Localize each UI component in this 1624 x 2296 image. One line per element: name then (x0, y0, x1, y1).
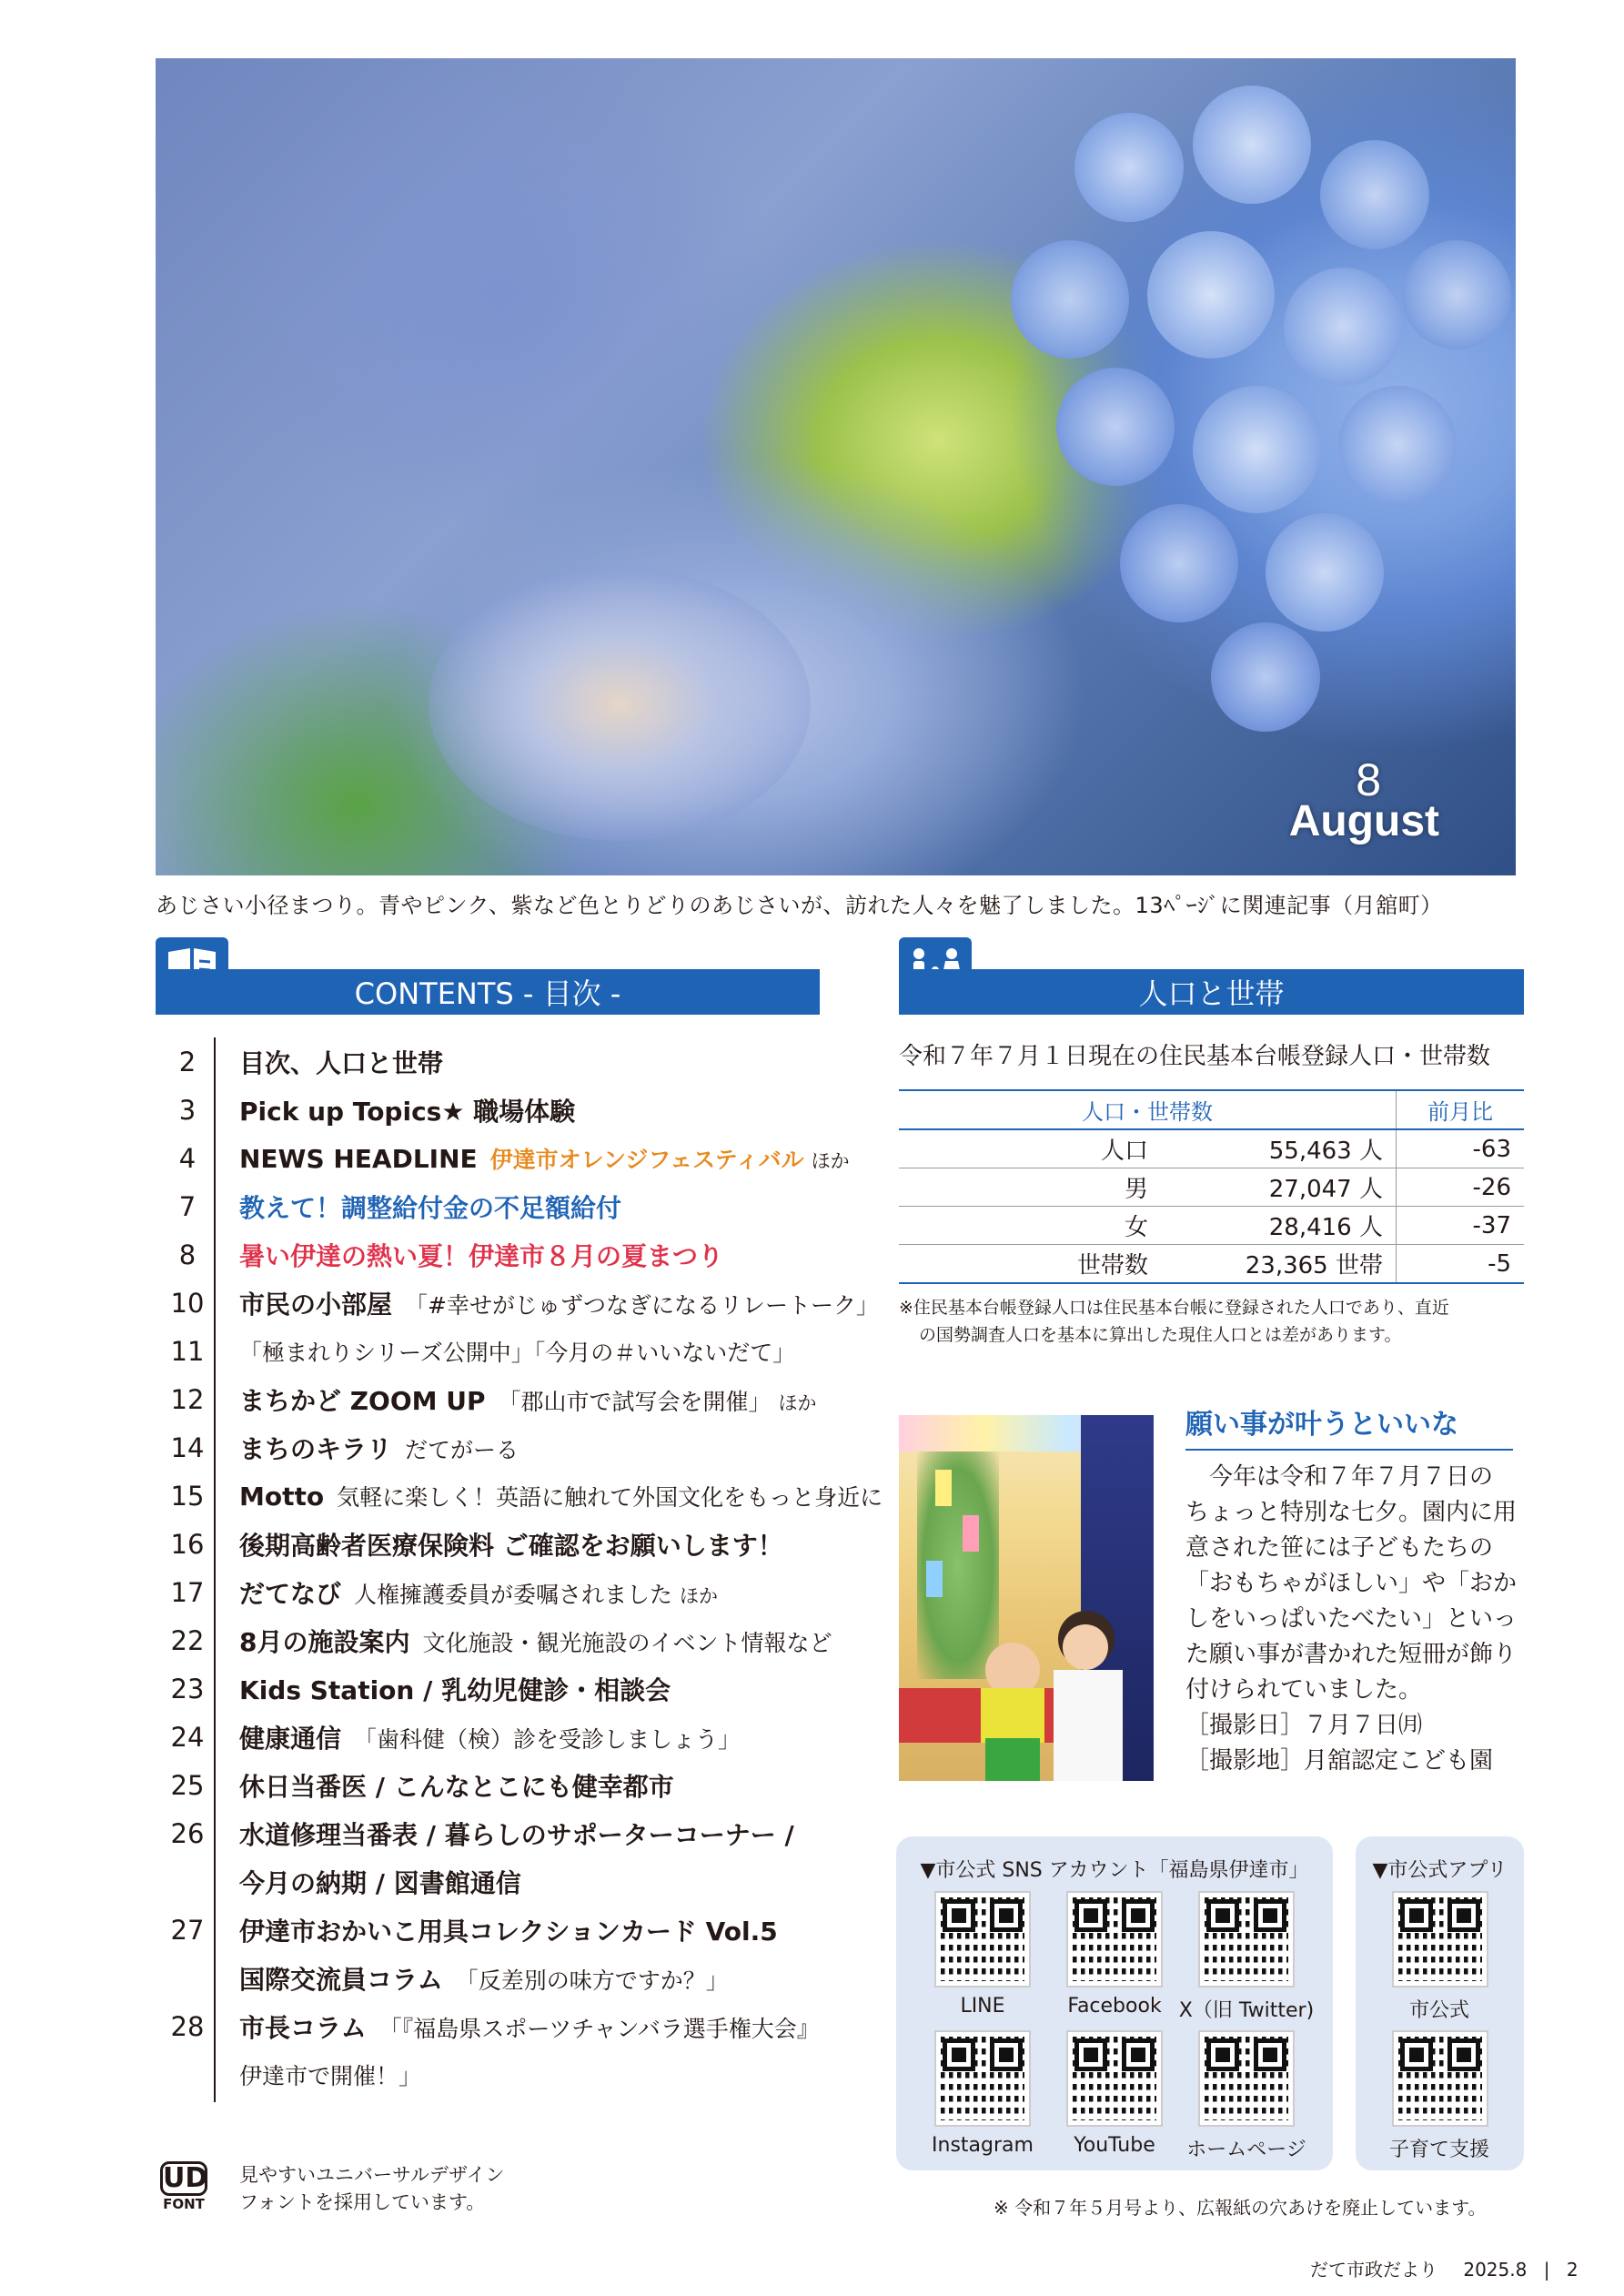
toc-subtitle: 伊達市で開催！」 (239, 2062, 422, 2089)
toc-subtitle: 人権擁護委員が委嘱されました (354, 1581, 673, 1608)
toc-subtitle: 「歯科健（検）診を受診しましょう」 (354, 1725, 741, 1753)
app-panel (1356, 1836, 1524, 2170)
toc-item[interactable] (156, 1086, 847, 1134)
toc-item[interactable] (156, 1520, 847, 1568)
toc-page-number: 23 (170, 1673, 205, 1704)
feature-line: ［撮影日］７月７日㈪ (1185, 1712, 1423, 1739)
row-label: 男 (899, 1168, 1161, 1207)
ud-note-line: フォントを採用しています。 (239, 2191, 486, 2213)
qr-label: Instagram (932, 2134, 1034, 2157)
page-number: 2 (1566, 2259, 1579, 2281)
feature-line: ［撮影地］月舘認定こども園 (1185, 1747, 1494, 1775)
toc-suffix: ほか (811, 1149, 850, 1172)
toc-title-text: 後期高齢者医療保険料 ご確認をお願いします！ (239, 1530, 783, 1561)
line-qr-code[interactable] (936, 1893, 1029, 1986)
row-value: 55,463 人 (1161, 1129, 1397, 1168)
qr-label: 子育て支援 (1388, 2139, 1489, 2161)
toc-item[interactable] (156, 1616, 847, 1664)
feature-line: 今年は令和７年７月７日の (1209, 1463, 1494, 1491)
toc-page-number: 12 (170, 1383, 205, 1415)
toc-title-text: 8月の施設案内 (239, 1626, 410, 1657)
toc-title (239, 1767, 674, 1804)
toc-title (239, 1092, 575, 1128)
toc-title-text: Pick up Topics★ 職場体験 (239, 1096, 576, 1127)
issue-date: 2025.8 (1463, 2259, 1528, 2281)
ud-font-logo (160, 2161, 207, 2212)
city-app-qr-code[interactable] (1394, 1893, 1487, 1986)
month-number: 8 (1356, 754, 1381, 805)
toc-title (239, 1285, 879, 1321)
toc-page-number: 28 (170, 2010, 205, 2042)
toc-item[interactable] (156, 1664, 847, 1713)
toc-title (239, 1574, 718, 1611)
toc-title-text: Motto (239, 1481, 325, 1512)
toc-subtitle: 文化施設・観光施設のイベント情報など (422, 1629, 832, 1656)
feature-line: 付けられていました。 (1185, 1676, 1423, 1704)
row-change: -26 (1397, 1168, 1525, 1207)
toc-item[interactable] (156, 1230, 847, 1279)
table-row (899, 1245, 1524, 1284)
population-note-line: ※住民基本台帳登録人口は住民基本台帳に登録された人口であり、直近 (899, 1298, 1449, 1318)
toc-page-number: 26 (170, 1817, 205, 1849)
table-row (899, 1168, 1524, 1207)
qr-label: Facebook (1067, 1995, 1162, 2018)
ud-logo-text: UD (160, 2161, 207, 2196)
table-row (899, 1129, 1524, 1168)
row-label: 人口 (899, 1129, 1161, 1168)
tanabata-photo (899, 1415, 1154, 1781)
toc-title-text: 国際交流員コラム (239, 1964, 443, 1995)
toc-subtitle: だてがーる (405, 1436, 519, 1463)
toc-page-number: 3 (178, 1094, 197, 1126)
toc-title (239, 1526, 783, 1563)
toc-page-number: 4 (178, 1142, 197, 1174)
publication-name: だて市政だより (1310, 2259, 1437, 2281)
toc-page-number: 27 (170, 1914, 205, 1946)
feature-line: 「おもちゃがほしい」や「おか (1185, 1570, 1518, 1597)
toc-page-number: 24 (170, 1721, 205, 1753)
cover-photo (156, 58, 1516, 875)
x-twitter-qr-code[interactable] (1200, 1893, 1293, 1986)
toc-page-number: 8 (178, 1239, 197, 1270)
toc-item[interactable] (156, 2002, 847, 2050)
population-subtitle: 令和７年７月１日現在の住民基本台帳登録人口・世帯数 (899, 1043, 1491, 1070)
toc-subtitle: 「#幸せがじゅずつなぎになるリレートーク」 (405, 1291, 879, 1319)
page-footer: だて市政だより 2025.8 | 2 (1310, 2259, 1579, 2281)
toc-title-text: 教えて！調整給付金の不足額給付 (239, 1192, 622, 1223)
toc-title (239, 2058, 421, 2091)
toc-item[interactable] (156, 1472, 883, 1520)
row-value: 28,416 人 (1161, 1207, 1397, 1245)
feature-title: 願い事が叶うといいな (1185, 1401, 1513, 1451)
toc-title-text: だてなび (239, 1578, 342, 1609)
toc-item[interactable] (156, 1906, 847, 1954)
population-heading: 人口と世帯 (899, 969, 1524, 1015)
toc-title (239, 1430, 519, 1466)
month-name: August (1288, 797, 1439, 845)
instagram-qr-code[interactable] (936, 2032, 1029, 2125)
toc-title-text: 市長コラム (239, 2012, 367, 2043)
qr-label: ホームページ (1186, 2139, 1306, 2161)
toc-title-text: まちかど ZOOM UP (239, 1385, 486, 1416)
feature-line: 意された笹には子どもたちの (1185, 1534, 1494, 1562)
app-panel-title: ▼市公式アプリ (1372, 1859, 1508, 1882)
toc-item[interactable] (156, 1327, 847, 1375)
toc-subtitle: 「極まれりシリーズ公開中」「今月の＃いいないだて」 (239, 1339, 796, 1366)
toc-title (239, 1719, 741, 1755)
ud-logo-subtext: FONT (163, 2196, 205, 2212)
row-label: 女 (899, 1207, 1161, 1245)
toc-page-number: 22 (170, 1624, 205, 1656)
ud-font-note (239, 2161, 504, 2216)
toc-page-number: 15 (170, 1480, 205, 1512)
row-change: -5 (1397, 1245, 1525, 1284)
population-table (899, 1089, 1524, 1284)
toc-page-number: 2 (178, 1046, 197, 1077)
toc-suffix: ほか (680, 1584, 719, 1607)
toc-title (239, 1864, 521, 1900)
toc-title (239, 1816, 794, 1852)
toc-title (239, 1960, 729, 1997)
population-note-line: の国勢調査人口を基本に算出した現住人口とは差があります。 (919, 1325, 1402, 1345)
row-change: -37 (1397, 1207, 1525, 1245)
facebook-qr-code[interactable] (1068, 1893, 1161, 1986)
toc-page-number: 17 (170, 1576, 205, 1608)
sns-panel-title: ▼市公式 SNS アカウント「福島県伊達市」 (920, 1859, 1309, 1882)
toc-title (239, 1623, 832, 1659)
sns-panel (896, 1836, 1333, 2170)
population-note (899, 1294, 1449, 1349)
toc-item[interactable] (156, 1134, 850, 1182)
toc-page-number: 16 (170, 1528, 205, 1560)
toc-title-text: Kids Station / 乳幼児健診・相談会 (239, 1674, 671, 1705)
toc-item[interactable] (156, 1857, 847, 1906)
toc-item[interactable] (156, 1568, 847, 1616)
toc-title-text: 今月の納期 / 図書館通信 (239, 1867, 521, 1898)
toc-item[interactable] (156, 1279, 879, 1327)
table-header-change: 前月比 (1397, 1090, 1525, 1129)
ud-note-line: 見やすいユニバーサルデザイン (239, 2164, 505, 2186)
toc-page-number: 25 (170, 1769, 205, 1801)
toc-item[interactable] (156, 1809, 847, 1857)
sns-note: ※ 令和７年５月号より、広報紙の穴あけを廃止しています。 (994, 2197, 1487, 2219)
toc-subtitle: 伊達市オレンジフェスティバル (489, 1146, 804, 1173)
toc-item[interactable] (156, 1037, 847, 1086)
toc-page-number: 11 (170, 1335, 205, 1367)
contents-heading: CONTENTS - 目次 - (156, 969, 820, 1015)
toc-item[interactable] (156, 1713, 847, 1761)
toc-title (239, 1671, 671, 1707)
toc-title-text: 市民の小部屋 (239, 1289, 393, 1320)
toc-title-text: 休日当番医 / こんなとこにも健幸都市 (239, 1771, 674, 1802)
toc-suffix: ほか (778, 1391, 817, 1414)
row-value: 27,047 人 (1161, 1168, 1397, 1207)
toc-title-text: 健康通信 (239, 1723, 342, 1754)
row-label: 世帯数 (899, 1245, 1161, 1284)
childcare-app-qr-code[interactable] (1394, 2032, 1487, 2125)
toc-title-text: まちのキラリ (239, 1433, 393, 1464)
toc-title (239, 1381, 817, 1418)
toc-item[interactable] (156, 1182, 847, 1230)
row-value: 23,365 世帯 (1161, 1245, 1397, 1284)
feature-line: しをいっぱいたべたい」といっ (1185, 1605, 1518, 1633)
feature-line: た願い事が書かれた短冊が飾り (1185, 1641, 1518, 1668)
toc-subtitle: 気軽に楽しく！英語に触れて外国文化をもっと身近に (337, 1483, 883, 1511)
toc-subtitle: 「反差別の味方ですか？」 (455, 1967, 729, 1994)
feature-line: ちょっと特別な七夕。園内に用 (1185, 1499, 1518, 1526)
toc-title (239, 1912, 778, 1948)
toc-title (239, 1142, 850, 1175)
toc-item[interactable] (156, 2050, 847, 2099)
toc-item[interactable] (156, 1423, 847, 1472)
toc-title-text: 暑い伊達の熱い夏！伊達市８月の夏まつり (239, 1240, 724, 1271)
toc-title-text: 水道修理当番表 / 暮らしのサポーターコーナー / (239, 1819, 794, 1850)
toc-title (239, 1044, 443, 1080)
toc-page-number: 7 (178, 1190, 197, 1222)
table-header-count: 人口・世帯数 (899, 1090, 1397, 1129)
feature-body (1185, 1460, 1524, 1779)
qr-label: LINE (960, 1995, 1005, 2018)
toc-item[interactable] (156, 1761, 847, 1809)
toc-title-text: 伊達市おかいこ用具コレクションカード Vol.5 (239, 1916, 778, 1947)
qr-label: YouTube (1074, 2134, 1155, 2157)
toc-title (239, 1335, 795, 1368)
toc-title (239, 1237, 723, 1273)
toc-item[interactable] (156, 1375, 847, 1423)
toc-page-number: 10 (170, 1287, 205, 1319)
qr-label: 市公式 (1408, 1999, 1469, 2022)
toc-title-text: NEWS HEADLINE (239, 1143, 478, 1174)
toc-title (239, 1480, 883, 1512)
toc-subtitle: 「『福島県スポーツチャンバラ選手権大会』 (378, 2015, 820, 2042)
youtube-qr-code[interactable] (1068, 2032, 1161, 2125)
cover-caption: あじさい小径まつり。青やピンク、紫など色とりどりのあじさいが、訪れた人々を魅了しました。13ﾍﾟｰｼﾞに関連記事（月舘町） (156, 893, 1443, 918)
table-row (899, 1207, 1524, 1245)
toc-title (239, 2008, 820, 2045)
row-change: -63 (1397, 1129, 1525, 1168)
toc-title-text: 目次、人口と世帯 (239, 1047, 444, 1078)
toc-title (239, 1188, 621, 1225)
toc-item[interactable] (156, 1954, 847, 2002)
toc-subtitle: 「郡山市で試写会を開催」 (498, 1388, 772, 1415)
qr-label: X（旧 Twitter) (1178, 1999, 1315, 2022)
toc-page-number: 14 (170, 1431, 205, 1463)
homepage-qr-code[interactable] (1200, 2032, 1293, 2125)
